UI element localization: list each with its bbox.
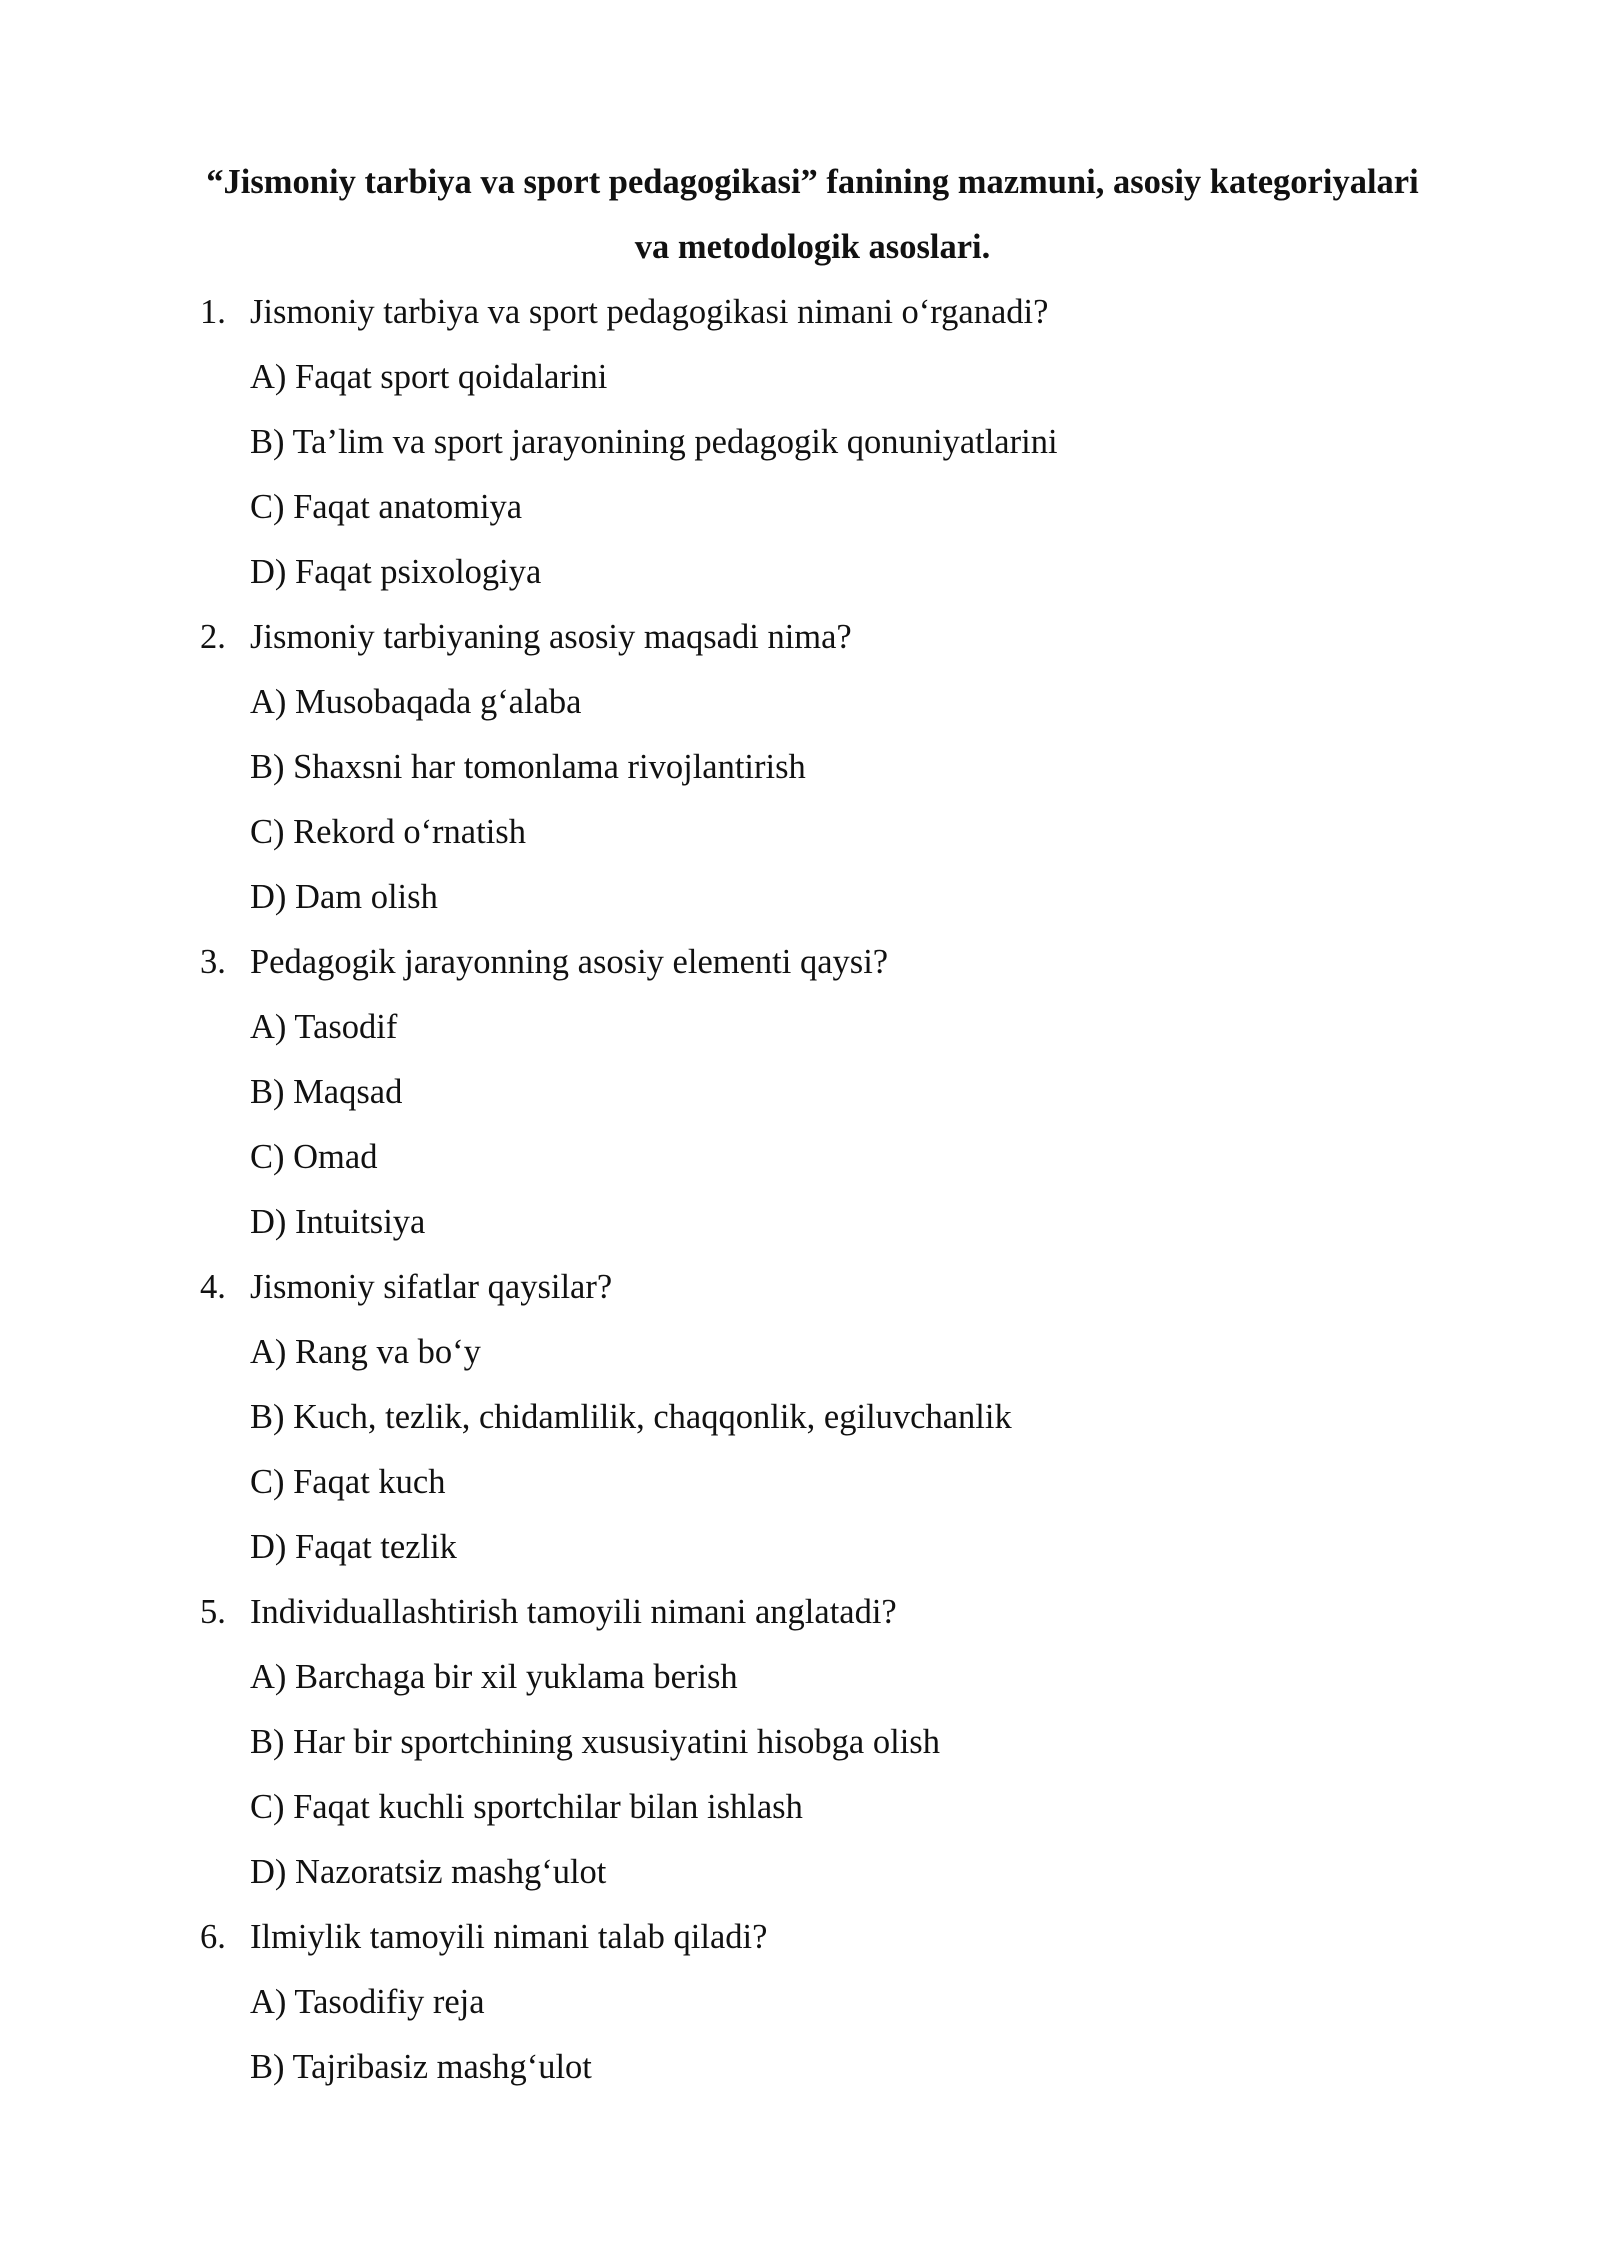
option-text: A) Rang va bo‘y [250, 1333, 481, 1371]
question-number: 4. [200, 1268, 226, 1306]
question-5 [0, 1580, 1600, 1905]
option-text: A) Faqat sport qoidalarini [250, 358, 608, 396]
answer-option-d [0, 1190, 1600, 1255]
question-number: 3. [200, 943, 226, 981]
option-text: A) Musobaqada g‘alaba [250, 683, 582, 721]
option-text: A) Barchaga bir xil yuklama berish [250, 1658, 738, 1696]
question-text: Pedagogik jarayonning asosiy elementi qaysi? [250, 943, 889, 981]
answer-option-c [0, 1775, 1600, 1840]
question-row [0, 1255, 1600, 1320]
question-3 [0, 930, 1600, 1255]
question-number: 5. [200, 1593, 226, 1631]
question-row [0, 280, 1600, 345]
question-row [0, 1580, 1600, 1645]
option-text: B) Ta’lim va sport jarayonining pedagogik qonuniyatlarini [250, 423, 1058, 461]
question-row [0, 930, 1600, 995]
answer-option-c [0, 1125, 1600, 1190]
question-text: Jismoniy tarbiyaning asosiy maqsadi nima? [250, 618, 852, 656]
option-text: D) Dam olish [250, 878, 438, 916]
answer-option-b [0, 2035, 1600, 2100]
answer-option-b [0, 1385, 1600, 1450]
question-4 [0, 1255, 1600, 1580]
question-2 [0, 605, 1600, 930]
answer-option-b [0, 410, 1600, 475]
option-text: C) Omad [250, 1138, 378, 1176]
option-text: B) Tajribasiz mashg‘ulot [250, 2048, 592, 2086]
question-1 [0, 280, 1600, 605]
question-list [0, 280, 1600, 2100]
answer-option-b [0, 735, 1600, 800]
option-text: D) Nazoratsiz mashg‘ulot [250, 1853, 607, 1891]
option-text: C) Rekord o‘rnatish [250, 813, 526, 851]
answer-option-b [0, 1060, 1600, 1125]
answer-option-c [0, 475, 1600, 540]
option-text: B) Har bir sportchining xususiyatini hisobga olish [250, 1723, 940, 1761]
answer-options [0, 995, 1600, 1255]
option-text: A) Tasodif [250, 1008, 398, 1046]
answer-options [0, 345, 1600, 605]
question-row [0, 605, 1600, 670]
question-number: 1. [200, 293, 226, 331]
question-number: 6. [200, 1918, 226, 1956]
answer-option-a [0, 1970, 1600, 2035]
question-row [0, 1905, 1600, 1970]
answer-option-d [0, 1840, 1600, 1905]
answer-option-b [0, 1710, 1600, 1775]
option-text: B) Shaxsni har tomonlama rivojlantirish [250, 748, 806, 786]
question-text: Jismoniy tarbiya va sport pedagogikasi nimani o‘rganadi? [250, 293, 1049, 331]
option-text: B) Kuch, tezlik, chidamlilik, chaqqonlik, egiluvchanlik [250, 1398, 1012, 1436]
answer-option-d [0, 865, 1600, 930]
answer-option-c [0, 800, 1600, 865]
answer-options [0, 1645, 1600, 1905]
document-title [140, 150, 1485, 280]
title-line-1: “Jismoniy tarbiya va sport pedagogikasi” fanining mazmuni, asosiy kategoriyalari [206, 163, 1419, 201]
title-line-2: va metodologik asoslari. [634, 228, 991, 266]
option-text: D) Faqat psixologiya [250, 553, 542, 591]
answer-option-a [0, 1320, 1600, 1385]
option-text: D) Intuitsiya [250, 1203, 426, 1241]
option-text: C) Faqat anatomiya [250, 488, 523, 526]
answer-option-a [0, 345, 1600, 410]
answer-option-a [0, 670, 1600, 735]
question-6 [0, 1905, 1600, 2100]
question-text: Ilmiylik tamoyili nimani talab qiladi? [250, 1918, 768, 1956]
answer-option-d [0, 1515, 1600, 1580]
question-number: 2. [200, 618, 226, 656]
option-text: C) Faqat kuch [250, 1463, 446, 1501]
option-text: D) Faqat tezlik [250, 1528, 457, 1566]
answer-option-c [0, 1450, 1600, 1515]
question-text: Individuallashtirish tamoyili nimani anglatadi? [250, 1593, 897, 1631]
answer-options [0, 1320, 1600, 1580]
option-text: B) Maqsad [250, 1073, 403, 1111]
option-text: C) Faqat kuchli sportchilar bilan ishlash [250, 1788, 803, 1826]
answer-option-a [0, 1645, 1600, 1710]
answer-options [0, 1970, 1600, 2100]
answer-option-a [0, 995, 1600, 1060]
answer-option-d [0, 540, 1600, 605]
option-text: A) Tasodifiy reja [250, 1983, 485, 2021]
answer-options [0, 670, 1600, 930]
question-text: Jismoniy sifatlar qaysilar? [250, 1268, 613, 1306]
